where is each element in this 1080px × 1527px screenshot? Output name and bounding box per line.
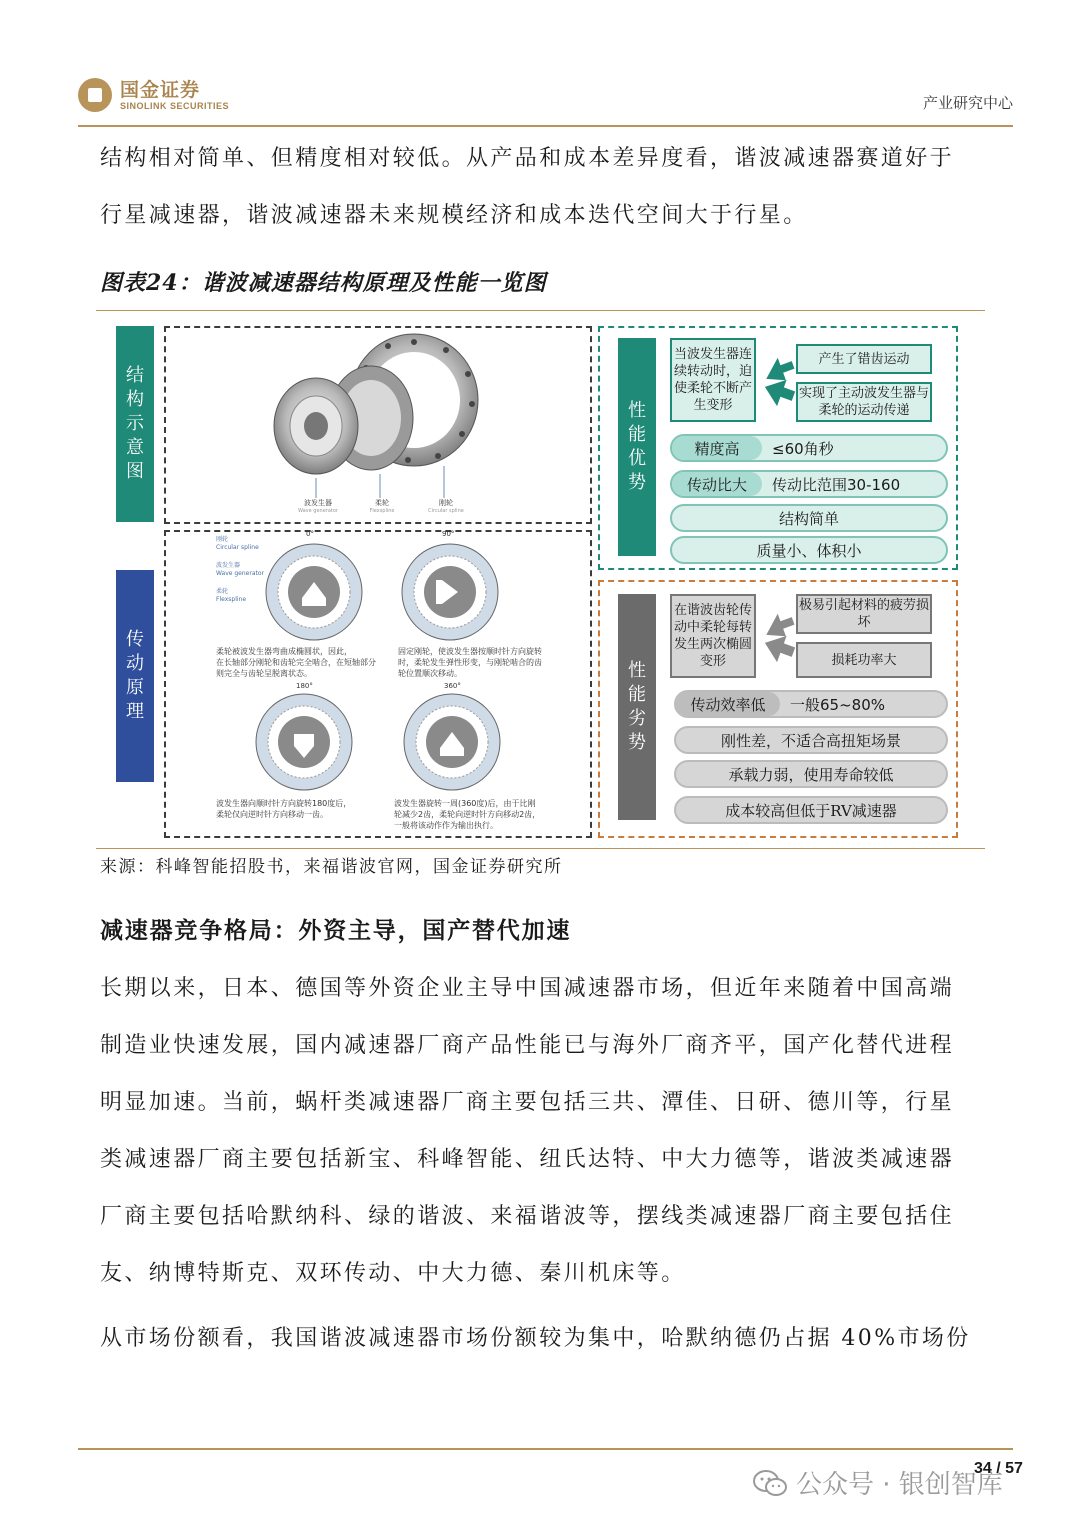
adv-effect-1: 产生了错齿运动 [796, 344, 932, 374]
text-line: 长期以来，日本、德国等外资企业主导中国减速器市场，但近年来随着中国高端 [100, 976, 955, 1001]
figure-bottom-rule [96, 848, 985, 849]
adv-effect-2: 实现了主动波发生器与柔轮的运动传递 [796, 382, 932, 422]
adv-pill-precision: 精度高 ≤60角秒 [670, 434, 948, 462]
adv-arrows [760, 340, 800, 424]
disadvantages-box [598, 580, 958, 838]
text-line: 制造业快速发展，国内减速器厂商产品性能已与海外厂商齐平，国产化替代进程 [100, 1033, 955, 1058]
dis-effect-1: 极易引起材料的疲劳损坏 [796, 594, 932, 634]
gear-photo [166, 328, 590, 522]
note-360: 波发生器旋转一周(360度)后，由于比刚 轮减少2齿，柔轮向逆时针方向移动2齿， 一般将该动作作为输出执行。 [394, 799, 541, 830]
angle-360: 360° [444, 682, 461, 690]
structure-box [164, 326, 592, 524]
dis-pill-load: 承载力弱，使用寿命较低 [674, 760, 948, 788]
text-line: 友、纳博特斯克、双环传动、中大力德、秦川机床等。 [100, 1261, 686, 1286]
legend-wave-generator: 波发生器 Wave generator [216, 562, 265, 577]
figure-source: 来源：科峰智能招股书，来福谐波官网，国金证券研究所 [100, 857, 563, 877]
paragraph-3 [100, 1310, 985, 1367]
logo-en: SINOLINK SECURITIES [120, 101, 230, 111]
angle-0: 0° [306, 530, 314, 538]
label-principle: 传动原理 [116, 570, 154, 782]
caption-wave-generator: 波发生器 Wave generator [297, 499, 338, 514]
text-line: 结构相对简单、但精度相对较低。从产品和成本差异度看，谐波减速器赛道好于 [100, 146, 955, 171]
logo-icon [78, 78, 112, 112]
header-divider [78, 125, 1013, 127]
paragraph-2 [100, 960, 985, 1302]
page-header [78, 74, 1013, 126]
dis-effect-2: 损耗功率大 [796, 642, 932, 678]
figure-panel [96, 318, 985, 846]
dis-arrows [760, 596, 800, 680]
text-line: 明显加速。当前，蜗杆类减速器厂商主要包括三共、潭佳、日研、德川等，行星 [100, 1090, 955, 1115]
text-line: 行星减速器，谐波减速器未来规模经济和成本迭代空间大于行星。 [100, 203, 808, 228]
label-structure: 结构示意图 [116, 326, 154, 522]
section-heading: 减速器竞争格局：外资主导，国产替代加速 [100, 917, 572, 944]
note-90: 固定刚轮，使波发生器按顺时针方向旋转 时，柔轮发生弹性形变，与刚轮啮合的齿 轮位置顺次移动。 [398, 647, 542, 678]
adv-pill-simple: 结构简单 [670, 504, 948, 532]
dept-name: 产业研究中心 [922, 94, 1013, 112]
note-180: 波发生器向顺时针方向旋转180度后， 柔轮仅向逆时针方向移动一齿。 [216, 799, 352, 819]
figure-title: 图表24：谐波减速器结构原理及性能一览图 [100, 270, 547, 296]
gear-stage-90 [402, 544, 498, 640]
figure-top-rule [96, 310, 985, 311]
note-0: 柔轮被波发生器弯曲成椭圆状，因此， 在长轴部分刚轮和齿轮完全啮合，在短轴部分 则完全与齿轮呈脱离状态。 [216, 647, 376, 678]
gear-stage-180 [256, 694, 352, 790]
legend-flexspline: 柔轮 Flexspline [216, 588, 247, 603]
wechat-icon [752, 1468, 788, 1498]
caption-flexspline: 柔轮 Flexspline [369, 499, 395, 514]
adv-cause: 当波发生器连续转动时，迫使柔轮不断产生变形 [670, 338, 756, 422]
angle-180: 180° [296, 682, 313, 690]
logo-cn: 国金证券 [120, 79, 201, 101]
company-logo [78, 78, 229, 112]
dis-pill-efficiency: 传动效率低 一般65~80% [674, 690, 948, 718]
text-line: 厂商主要包括哈默纳科、绿的谐波、来福谐波等，摆线类减速器厂商主要包括住 [100, 1204, 955, 1229]
gear-stage-0 [266, 544, 362, 640]
dis-cause: 在谐波齿轮传动中柔轮每转发生两次椭圆变形 [670, 594, 756, 678]
page-number: 34 / 57 [974, 1460, 1023, 1477]
caption-circular-spline: 刚轮 Circular spline [428, 499, 464, 514]
footer-divider [78, 1448, 1013, 1450]
label-disadvantages: 性能劣势 [618, 594, 656, 820]
dis-pill-cost: 成本较高但低于RV减速器 [674, 796, 948, 824]
label-advantages: 性能优势 [618, 338, 656, 556]
gear-stage-360 [404, 694, 500, 790]
advantages-box [598, 326, 958, 570]
legend-circular-spline: 刚轮 Circular spline [216, 536, 259, 551]
text-line: 类减速器厂商主要包括新宝、科峰智能、纽氏达特、中大力德等，谐波类减速器 [100, 1147, 955, 1172]
paragraph-1 [100, 130, 985, 244]
text-line: 从市场份额看，我国谐波减速器市场份额较为集中，哈默纳德仍占据 40%市场份 [100, 1326, 971, 1351]
angle-90: 90° [442, 530, 455, 538]
adv-pill-ratio: 传动比大 传动比范围30-160 [670, 470, 948, 498]
dis-pill-rigidity: 刚性差，不适合高扭矩场景 [674, 726, 948, 754]
watermark-text: 公众号 · 银创智库 [796, 1470, 1003, 1500]
watermark [752, 1464, 1003, 1501]
principle-box [164, 530, 592, 838]
adv-pill-compact: 质量小、体积小 [670, 536, 948, 564]
